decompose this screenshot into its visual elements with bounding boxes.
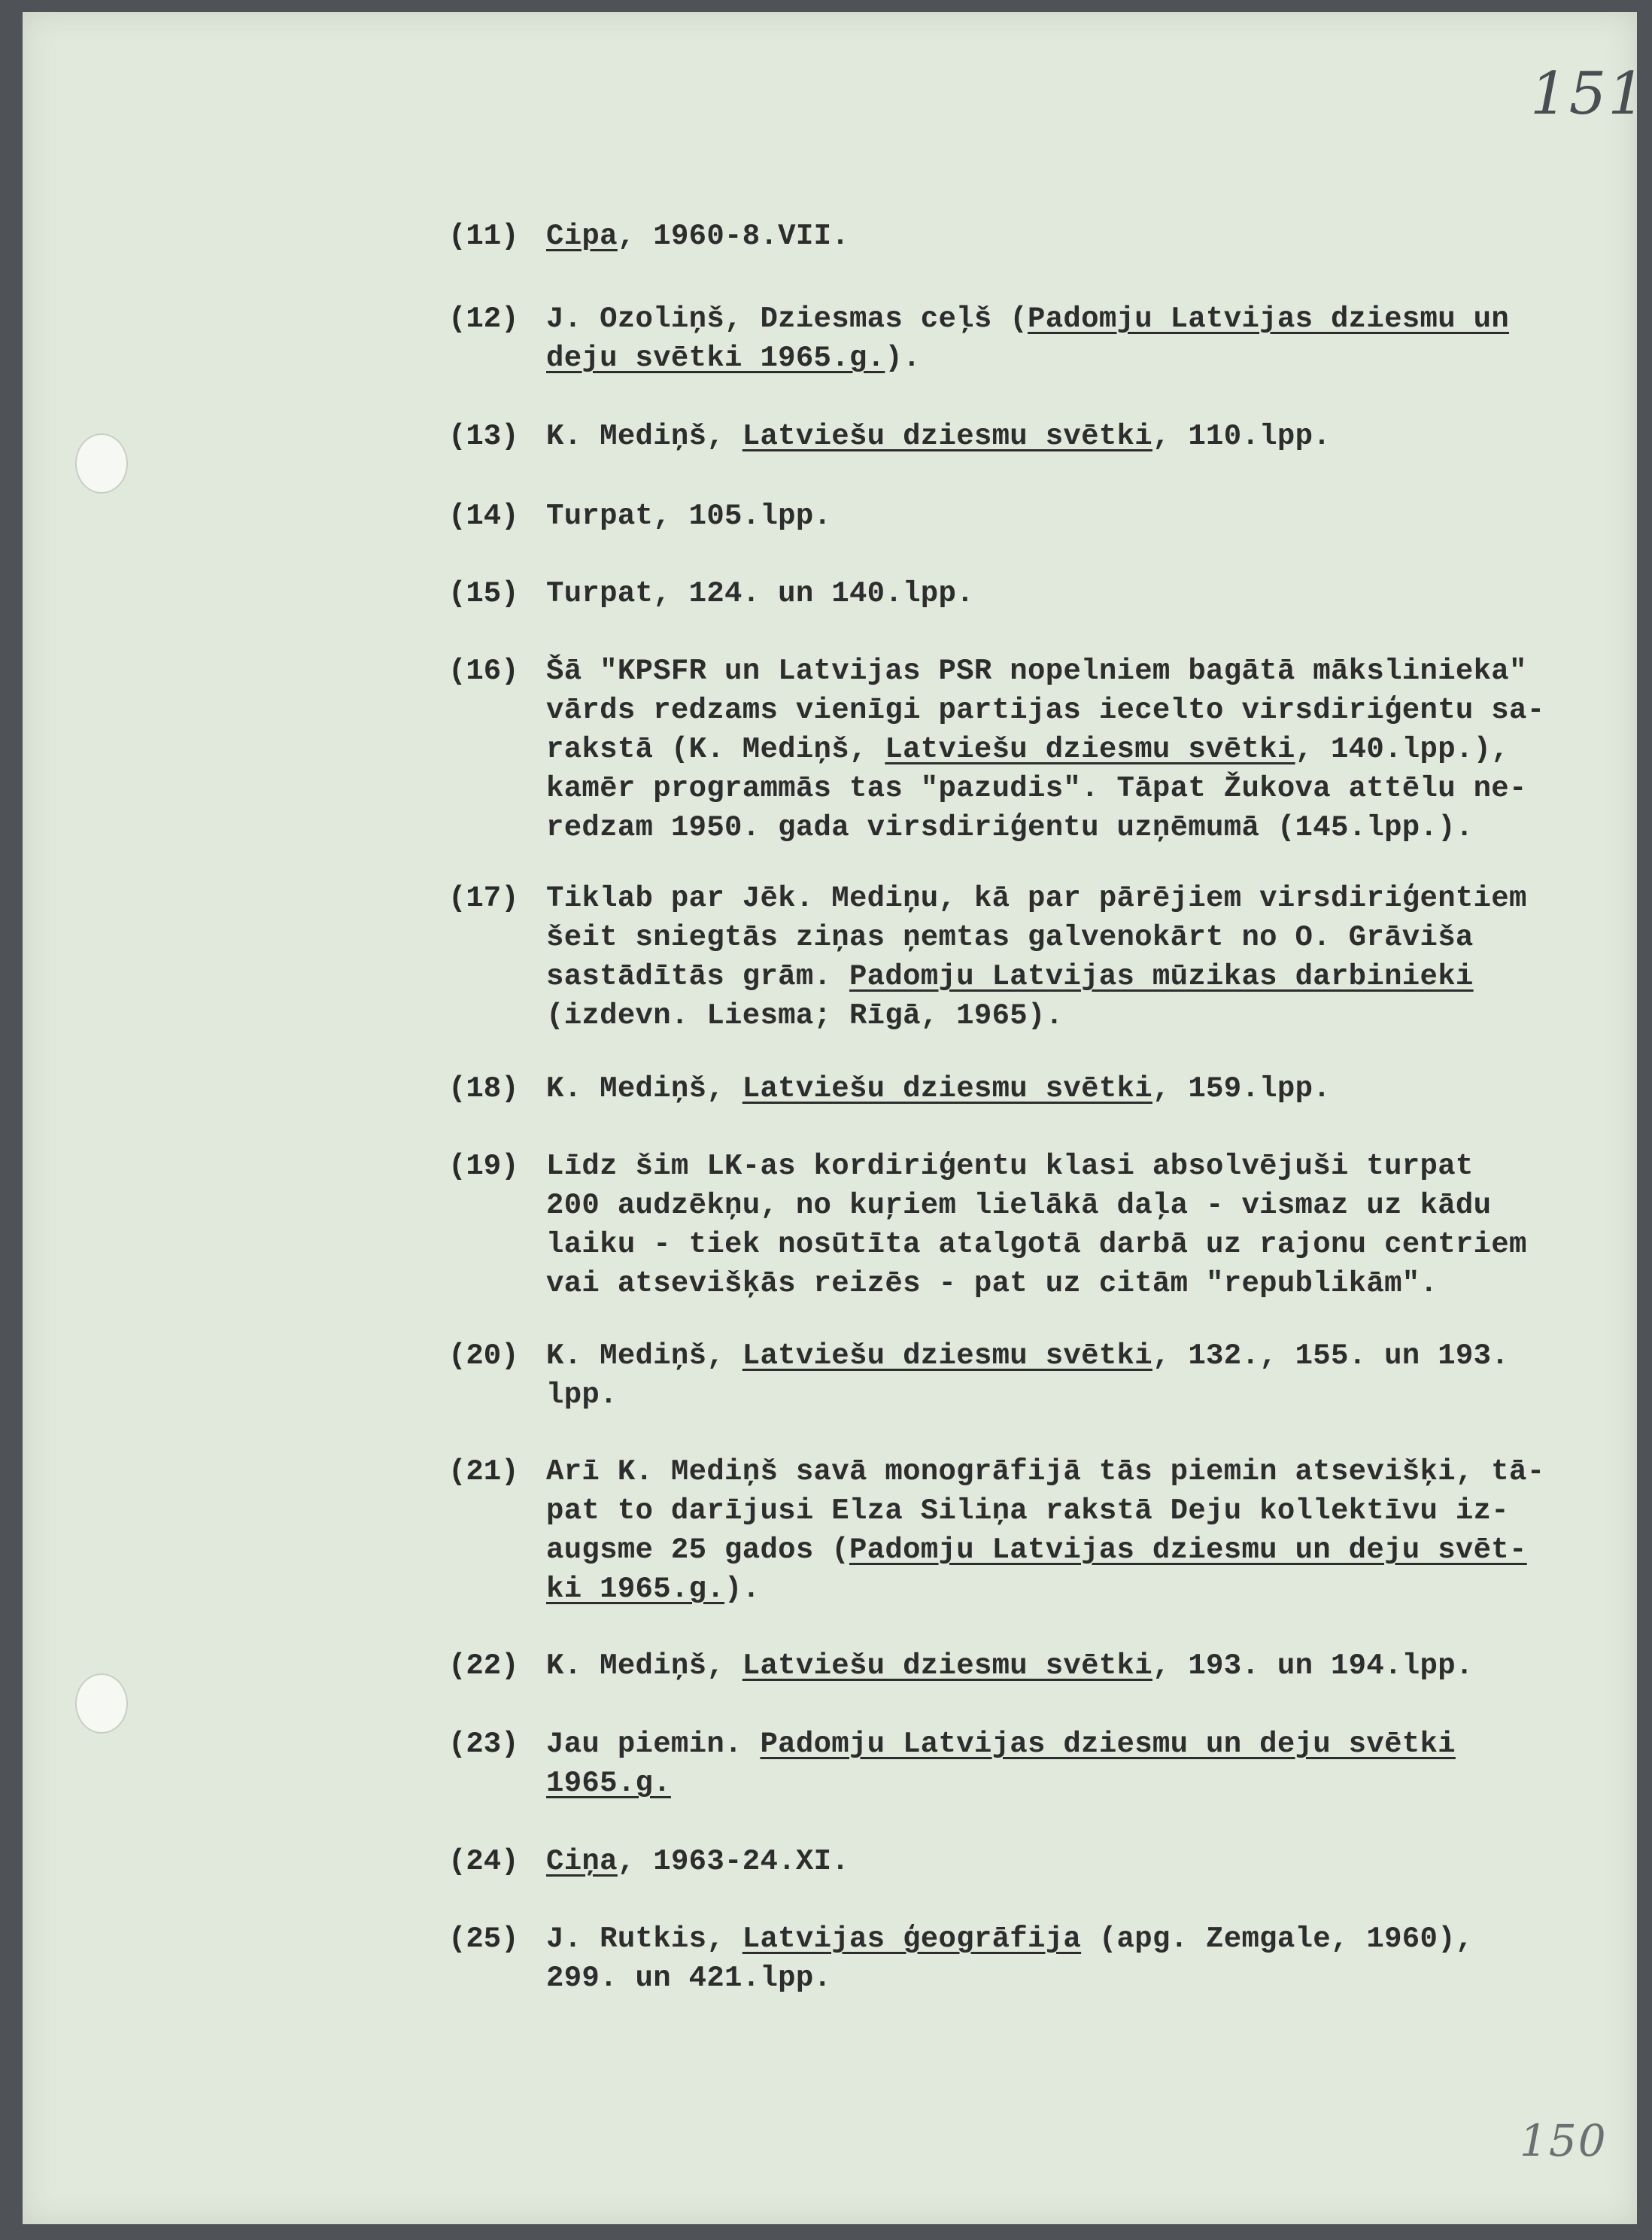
underlined-title: Latvijas ģeogrāfija [742,1922,1082,1956]
footnote-number: (21) [448,1455,519,1488]
footnote-number: (16) [448,655,519,688]
footnote-text-segment: laiku - tiek nosūtīta atalgotā darbā uz rajonu centriem [546,1228,1527,1261]
footnote-text [546,1069,1622,1108]
footnote-line [546,1147,1622,1186]
footnote-line [546,879,1622,918]
punch-hole [75,1673,128,1734]
footnote-line [546,996,1622,1035]
footnote-text-segment: redzam 1950. gada virsdiriģentu uzņēmumā (145.lpp.). [546,811,1474,844]
footnote-text-segment: kamēr programmās tas "pazudis". Tāpat Žukova attēlu ne- [546,772,1527,805]
footnote-text-segment: , 1960-8.VII. [617,220,849,253]
footnote-line [546,1336,1622,1375]
footnote-text [546,1646,1622,1685]
handwritten-page-number-bottom: 150 [1520,2115,1608,2166]
footnote-line [546,1959,1622,1998]
footnote-line [546,339,1622,378]
footnote-line [546,1375,1622,1415]
footnote-text [546,1919,1622,1998]
footnote-text-segment: Arī K. Mediņš savā monogrāfijā tās piemin atsevišķi, tā- [546,1455,1545,1488]
underlined-title: Latviešu dziesmu svētki [742,1649,1152,1682]
footnote-line [546,730,1622,769]
footnote-line [546,957,1622,996]
footnote-line [546,574,1622,613]
footnote-text [546,1725,1622,1803]
footnote-line [546,217,1622,256]
footnote-number: (23) [448,1728,519,1761]
footnote-line [546,1225,1622,1264]
footnote-text-segment: Jau piemin. [546,1728,761,1761]
footnote-line [546,1764,1622,1803]
footnote-line [546,417,1622,456]
footnote-text [546,1147,1622,1303]
underlined-title: 1965.g. [546,1767,671,1800]
footnote-text-segment: , 132., 155. un 193. [1152,1339,1510,1372]
footnote-text-segment: ). [885,342,921,375]
underlined-title: Latviešu dziesmu svētki [885,733,1295,766]
underlined-title: Latviešu dziesmu svētki [742,1339,1152,1372]
footnote-line [546,299,1622,339]
underlined-title: Padomju Latvijas mūzikas darbinieki [849,960,1474,993]
footnote-text-segment: Šā "KPSFR un Latvijas PSR nopelniem bagātā mākslinieka" [546,655,1527,688]
footnote-line [546,769,1622,808]
footnote-number: (24) [448,1845,519,1878]
underlined-title: Latviešu dziesmu svētki [742,1072,1152,1105]
footnote-text-segment: augsme 25 gados ( [546,1533,849,1567]
footnote-line [546,1725,1622,1764]
footnote-number: (22) [448,1649,519,1682]
footnote-text-segment: rakstā (K. Mediņš, [546,733,885,766]
footnote-text [546,299,1622,378]
footnote-line [546,1264,1622,1303]
footnote-text [546,879,1622,1035]
footnote-text-segment: , 140.lpp.), [1295,733,1510,766]
footnote-line [546,652,1622,691]
underlined-title: ki 1965.g. [546,1573,725,1606]
footnote-text-segment: , 193. un 194.lpp. [1152,1649,1474,1682]
footnote-text-segment: Līdz šim LK-as kordiriģentu klasi absolvējuši turpat [546,1150,1474,1183]
footnote-text-segment: , 159.lpp. [1152,1072,1331,1105]
footnote-text-segment: vai atsevišķās reizēs - pat uz citām "republikām". [546,1267,1438,1300]
footnote-text [546,1842,1622,1881]
footnote-text-segment: , 1963-24.XI. [617,1845,849,1878]
footnote-text-segment: K. Mediņš, [546,1649,742,1682]
footnote-number: (18) [448,1072,519,1105]
footnote-line [546,1186,1622,1225]
footnote-text-segment: šeit sniegtās ziņas ņemtas galvenokārt no O. Grāviša [546,921,1474,954]
footnote-line [546,1570,1622,1609]
footnote-text-segment: J. Ozoliņš, Dziesmas ceļš ( [546,302,1028,336]
footnote-text-segment: Tiklab par Jēk. Mediņu, kā par pārējiem virsdiriģentiem [546,882,1527,915]
underlined-title: Latviešu dziesmu svētki [742,420,1152,453]
footnote-text-segment: ). [724,1573,761,1606]
footnote-number: (19) [448,1150,519,1183]
underlined-title: Padomju Latvijas dziesmu un deju svēt- [849,1533,1527,1567]
footnote-text [546,417,1622,456]
handwritten-page-number-top: 151 [1530,60,1647,128]
footnote-number: (17) [448,882,519,915]
punch-hole [75,433,128,494]
footnote-line [546,1646,1622,1685]
underlined-title: deju svētki 1965.g. [546,342,885,375]
footnote-text-segment: Turpat, 124. un 140.lpp. [546,577,974,610]
footnote-number: (12) [448,302,519,336]
footnote-line [546,918,1622,957]
underlined-title: Cipa [546,220,618,253]
footnote-text [546,217,1622,256]
footnote-number: (15) [448,577,519,610]
footnote-line [546,1491,1622,1530]
footnote-number: (14) [448,500,519,533]
footnote-text [546,652,1622,847]
footnote-text-segment: 299. un 421.lpp. [546,1962,832,1995]
footnote-text-segment: (izdevn. Liesma; Rīgā, 1965). [546,999,1064,1032]
footnote-text-segment: vārds redzams vienīgi partijas iecelto virsdiriģentu sa- [546,694,1545,727]
footnote-line [546,1919,1622,1959]
footnote-line [546,1530,1622,1570]
underlined-title: Padomju Latvijas dziesmu un deju svētki [760,1728,1456,1761]
footnote-text-segment: pat to darījusi Elza Siliņa rakstā Deju kollektīvu iz- [546,1494,1510,1527]
footnote-text-segment: sastādītās grām. [546,960,849,993]
footnote-number: (20) [448,1339,519,1372]
footnote-text-segment: , 110.lpp. [1152,420,1331,453]
footnote-number: (11) [448,220,519,253]
footnote-text-segment: (apg. Zemgale, 1960), [1081,1922,1474,1956]
footnote-number: (13) [448,420,519,453]
footnote-text-segment: K. Mediņš, [546,420,742,453]
footnote-text-segment: K. Mediņš, [546,1072,742,1105]
footnote-text-segment: lpp. [546,1378,618,1412]
underlined-title: Padomju Latvijas dziesmu un [1028,302,1510,336]
footnote-line [546,1069,1622,1108]
footnote-text [546,574,1622,613]
footnote-text-segment: Turpat, 105.lpp. [546,500,832,533]
footnote-text [546,1452,1622,1609]
footnote-text [546,497,1622,536]
footnote-text-segment: J. Rutkis, [546,1922,742,1956]
footnote-text [546,1336,1622,1415]
footnote-text-segment: K. Mediņš, [546,1339,742,1372]
footnote-line [546,808,1622,847]
underlined-title: Ciņa [546,1845,618,1878]
footnote-line [546,497,1622,536]
footnote-text-segment: 200 audzēkņu, no kuŗiem lielākā daļa - vismaz uz kādu [546,1189,1492,1222]
footnote-number: (25) [448,1922,519,1956]
footnote-line [546,1842,1622,1881]
footnote-line [546,691,1622,730]
footnote-line [546,1452,1622,1491]
document-page [23,12,1647,2224]
